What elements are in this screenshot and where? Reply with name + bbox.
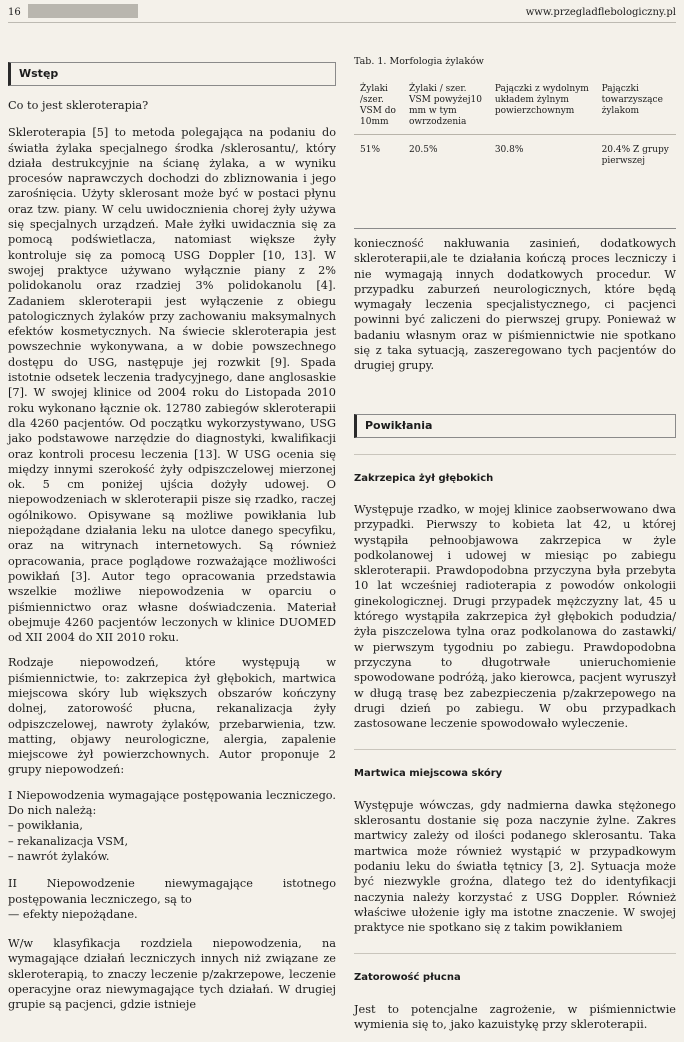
table-cell: 51% (360, 145, 381, 155)
table-title: Tab. 1. Morfologia żylaków (354, 56, 484, 67)
group1-intro: I Niepowodzenia wymagające postępowania leczniczego. Do nich należą: (8, 788, 336, 818)
table-cell: 30.8% (494, 145, 524, 155)
table-cell: 20.5% (408, 145, 438, 155)
group2-intro: II Niepowodzenie niewymagające istotnego postępowania leczniczego, są to (8, 877, 336, 906)
paragraph-dvt: Występuje rzadko, w mojej klinice zaobserwowano dwa przypadki. Pierwszy to kobieta lat 42, u której wystąpiła pełnoobjawowa zakrzepica w żyle podkolanowej i udowej w miesiąc po zabiegu skleroterapii. Prawdopodobna przyczyna była przebyta 10 lat wcześniej radioterapia z powodów onkologii ginekologicznej. Drugi przypadek mężczyzny lat, 45 u którego wystąpiła zakrzepica żył głębokich podudzia/żyła piszczelowa tylna oraz podkolanowa do zastawki/ w pierwszym tygodniu po zabiegu. Prawdopodobna przyczyna to długotrwałe unieruchomienie spowodowane podróżą, jako kierowca, pacjent wyruszył w długą trasę bez zabezpieczenia p/zakrzepowego na drugi dzień po zabiegu. W obu przypadkach zastosowane leczenie spowodowało wyleczenie. (354, 502, 676, 731)
subheading-embolism: Zatorowość płucna (354, 972, 461, 984)
list-item: – rekanalizacja VSM, (8, 834, 129, 848)
paragraph-embolism: Jest to potencjalne zagrożenie, w piśmiennictwie wymienia się to, jako kazuistykę przy skleroterapii. (354, 1002, 676, 1031)
paragraph-necrosis: Występuje wówczas, gdy nadmierna dawka stężonego sklerosantu dostanie się poza naczynie żylne. Zakres martwicy zależy od ilości podanego sklerosantu. Taka martwica może również wystąpić w przypadkowym podaniu leku do światła tętnicy [3, 2]. Sytuacja może być niezwykle groźna, dlatego też do identyfikacji naczynia należy korzystać z USG Doppler. Również właściwe ułożenie igły ma istotne znaczenie. W swojej praktyce nie spotkano się z takim powikłaniem (354, 798, 676, 935)
table-header-row (354, 82, 676, 135)
paragraph-types: Rodzaje niepowodzeń, które występują w piśmiennictwie, to: zakrzepica żył głębokich, martwica miejscowa skóry lub większych obszarów kończyny dolnej, zatorowość płucna, rekanalizacja żyły odpiszczelowej, nawroty żylaków, przebarwienia, tzw. matting, objawy neurologiczne, alergia, zapalenie miejscowe żył powierzchownych. Autor proponuje 2 grupy niepowodzeń: (8, 656, 336, 777)
page-number: 16 (8, 7, 21, 18)
table-cell: 20.4% Z grupy pierwszej (601, 145, 669, 166)
subheading-necrosis: Martwica miejscowa skóry (354, 768, 503, 780)
header-bar (28, 4, 138, 18)
table-header-cell: Pajączki z wydolnym układem żylnym powierzchownym (494, 84, 589, 116)
question: Co to jest skleroterapia? (8, 99, 149, 112)
subheading-dvt: Zakrzepica żył głębokich (354, 472, 494, 484)
divider (354, 749, 676, 750)
list-item: – powikłania, (8, 819, 84, 833)
site-url: www.przegladflebologiczny.pl (525, 7, 676, 18)
table-header-cell: Żylaki /szer. VSM do 10mm (360, 84, 396, 127)
table-header-cell: Żylaki / szer. VSM powyżej10 mm w tym owrzodzenia (408, 84, 482, 127)
list-item: — efekty niepożądane. (8, 907, 138, 921)
section-title-powiklania: Powikłania (354, 414, 676, 438)
group2-list (8, 907, 336, 922)
group1-list (8, 818, 336, 864)
table-row (354, 135, 676, 172)
table-header-cell: Pajączki towarzyszące żylakom (601, 84, 663, 116)
right-column (354, 236, 676, 1042)
paragraph-intro: Skleroterapia [5] to metoda polegająca na podaniu do światła żylaka specjalnego środka /sklerosantu/, który działa destrukcyjnie na ścianę żylaka, a w wyniku procesów naprawczych dochodzi do zbliznowania i jego zarośnięcia. Użyty sklerosant może być w postaci płynu oraz tzw. piany. W celu uwidocznienia chorej żyły używa się specjalnych urządzeń. Małe żyłki uwidacznia się za pomocą podświetlacza, natomiast większe żyły kontroluje się za pomocą USG Doppler [10, 13]. W swojej praktyce używano wyłącznie piany z 2% polidokanolu oraz rzadziej 3% polidokanolu [4]. Zadaniem skleroterapii jest wyłączenie z obiegu patologicznych żylaków przy zachowaniu maksymalnych efektów kosmetycznych. Na świecie skleroterapia jest powszechnie wykonywana, a w dobie powszechnego dostępu do USG, następuje jej rozwkit [9]. Spada istotnie odsetek leczenia tradycyjnego, dane anglosaskie [7]. W swojej klinice od 2004 roku do Listopada 2010 roku wykonano łącznie ok. 12780 zabiegów skleroterapii dla 4260 pacjentów. Od początku wykorzystywano, USG jako podstawowe narzędzie do diagnostyki, kwalifikacji oraz kontroli procesu leczenia [13]. W USG ocenia się między innymi szerokość żyły odpiszczelowej mierzonej ok. 5 cm poniżej ujścia dożyły udowej. O niepowodzeniach w skleroterapii pisze się rzadko, raczej ogólnikowo. Opisywane są możliwe powikłania lub niepożądane działania leku na ulotce danego specyfiku, oraz na witrynach internetowych. Są również opracowania, prace poglądowe rozważające możliwości powikłań [3]. Autor tego opracowania przedstawia wszelkie możliwe niepowodzenia w oparciu o piśmiennictwo oraz własne doświadczenia. Materiał obejmuje 4260 pacjentów leczonych w klinice DUOMED od XII 2004 do XII 2010 roku. (8, 126, 336, 645)
paragraph-closing: W/w klasyfikacja rozdziela niepowodzenia, na wymagające działań leczniczych innych niż związane ze skleroterapią, to znaczy leczenie p/zakrzepowe, leczenie operacyjne oraz niewymagające tych działań. W drugiej grupie są pacjenci, gdzie istnieje (8, 937, 336, 1012)
table-bottom-rule (354, 228, 676, 229)
morphology-table (354, 82, 676, 171)
section-title-wstep: Wstęp (8, 62, 336, 86)
left-column (8, 62, 336, 1023)
paragraph-continuation: konieczność nakłuwania zasinień, dodatkowych skleroterapii,ale te działania kończą proces leczniczy i nie wymagają innych dodatkowych procedur. W przypadku zaburzeń neurologicznych, które będą wymagały leczenia specjalistycznego, ci pacjenci powinni być zaliczeni do pierwszej grupy. Ponieważ w badaniu własnym oraz w piśmiennictwie nie spotkano się z taka sytuacją, zaszeregowano tych pacjentów do drugiej grupy. (354, 237, 676, 373)
divider (354, 953, 676, 954)
header-rule (8, 22, 676, 23)
list-item: – nawrót żylaków. (8, 849, 110, 863)
divider (354, 454, 676, 455)
